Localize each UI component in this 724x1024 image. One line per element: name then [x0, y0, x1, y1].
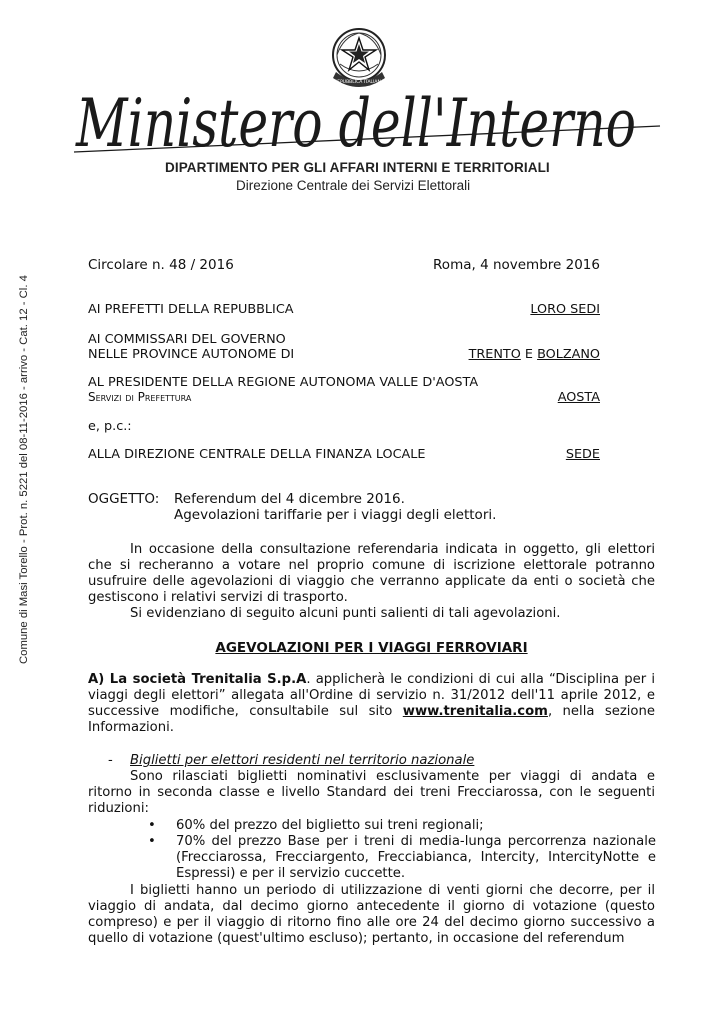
recipient-prefetti: [88, 302, 600, 317]
subsection-paragraph: Sono rilasciati biglietti nominativi esclusivamente per viaggi di andata e ritorno in seconda classe e livello Standard dei treni Frecciarossa, con le seguenti riduzioni:: [88, 769, 655, 816]
section-heading: AGEVOLAZIONI PER I VIAGGI FERROVIARI: [215, 640, 528, 656]
subject-label: OGGETTO:: [88, 491, 160, 507]
svg-text:REPUBBLICA ITALIANA: REPUBBLICA ITALIANA: [334, 80, 384, 85]
validity-paragraph: I biglietti hanno un periodo di utilizzazione di venti giorni che decorre, per il viaggio di andata, dal decimo giorno antecedente il giorno di votazione (questo compreso) e per il viaggio di ritorno fino alle ore 24 del decimo giorno successivo a quello di votazione (quest'ultimo escluso); pertanto, in occasione del referendum: [88, 883, 655, 946]
recipient-label: ALLA DIREZIONE CENTRALE DELLA FINANZA LOCALE: [88, 447, 426, 462]
recipient-destination: SEDE: [565, 447, 600, 462]
recipient-label: AI PREFETTI DELLA REPUBBLICA: [88, 302, 294, 317]
subsection-title: Biglietti per elettori residenti nel territorio nazionale: [130, 753, 475, 768]
subject-block: [88, 491, 496, 523]
trenitalia-link[interactable]: www.trenitalia.com: [402, 704, 548, 719]
recipient-destination: LORO SEDI: [530, 302, 600, 317]
dash-marker: -: [108, 753, 113, 768]
section-a-lead: A) La società Trenitalia S.p.A: [88, 672, 307, 687]
recipient-finanza: [88, 447, 600, 462]
recipient-destination: AOSTA: [557, 390, 600, 405]
department-title: DIPARTIMENTO PER GLI AFFARI INTERNI E TERRITORIALI: [165, 160, 550, 175]
place-date: Roma, 4 novembre 2016: [433, 257, 600, 273]
reductions-list: [128, 818, 656, 882]
subsection-title-row: [108, 753, 474, 769]
circular-number: Circolare n. 48 / 2016: [88, 257, 234, 273]
list-item: • 60% del prezzo del biglietto sui treni regionali;: [148, 818, 484, 833]
ministry-logo: [70, 82, 665, 166]
intro-paragraph-2: Si evidenziano di seguito alcuni punti salienti di tali agevolazioni.: [130, 606, 561, 621]
subject-line2: Agevolazioni tariffarie per i viaggi degli elettori.: [174, 507, 497, 523]
cc-label: e, p.c.:: [88, 419, 132, 434]
intro-paragraph: In occasione della consultazione referendaria indicata in oggetto, gli elettori che si recheranno a votare nel proprio comune di iscrizione elettorale potranno usufruire delle agevolazioni di viaggio che verranno applicate da enti o società che gestiscono i relativi servizi di trasporto.: [88, 542, 655, 605]
recipient-commissari-line1: AI COMMISSARI DEL GOVERNO: [88, 332, 286, 347]
subject-line1: Referendum del 4 dicembre 2016.: [174, 491, 405, 507]
bullet-icon: •: [148, 818, 156, 833]
bullet-icon: •: [148, 834, 156, 849]
recipient-commissari: [88, 347, 600, 362]
recipient-label: Servizi di Prefettura: [88, 390, 192, 404]
list-item: • 70% del prezzo Base per i treni di media-lunga percorrenza nazionale (Frecciarossa, Frecciargento, Frecciabianca, Intercity, IntercityNotte e Espressi) e per il servizio cuccette.: [148, 834, 656, 881]
svg-text:Ministero dell'Interno: Ministero dell'Interno: [75, 85, 636, 162]
direction-title: Direzione Centrale dei Servizi Elettorali: [236, 178, 471, 193]
recipient-label: NELLE PROVINCE AUTONOME DI: [88, 347, 295, 362]
protocol-stamp: Comune di Masi Torello - Prot. n. 5221 del 08-11-2016 - arrivo - Cat. 12 - Cl. 4: [18, 275, 30, 664]
recipient-presidente: [88, 390, 600, 405]
recipient-destination: TRENTO E BOLZANO: [468, 347, 600, 362]
section-a-paragraph: A) La società Trenitalia S.p.A. applicherà le condizioni di cui alla “Disciplina per i viaggi degli elettori” allegata all'Ordine di servizio n. 31/2012 dell'11 aprile 2012, e successive modifiche, consultabile sul sito www.trenitalia.com, nella sezione Informazioni.: [88, 672, 655, 735]
recipient-presidente-line1: AL PRESIDENTE DELLA REGIONE AUTONOMA VALLE D'AOSTA: [88, 375, 479, 390]
